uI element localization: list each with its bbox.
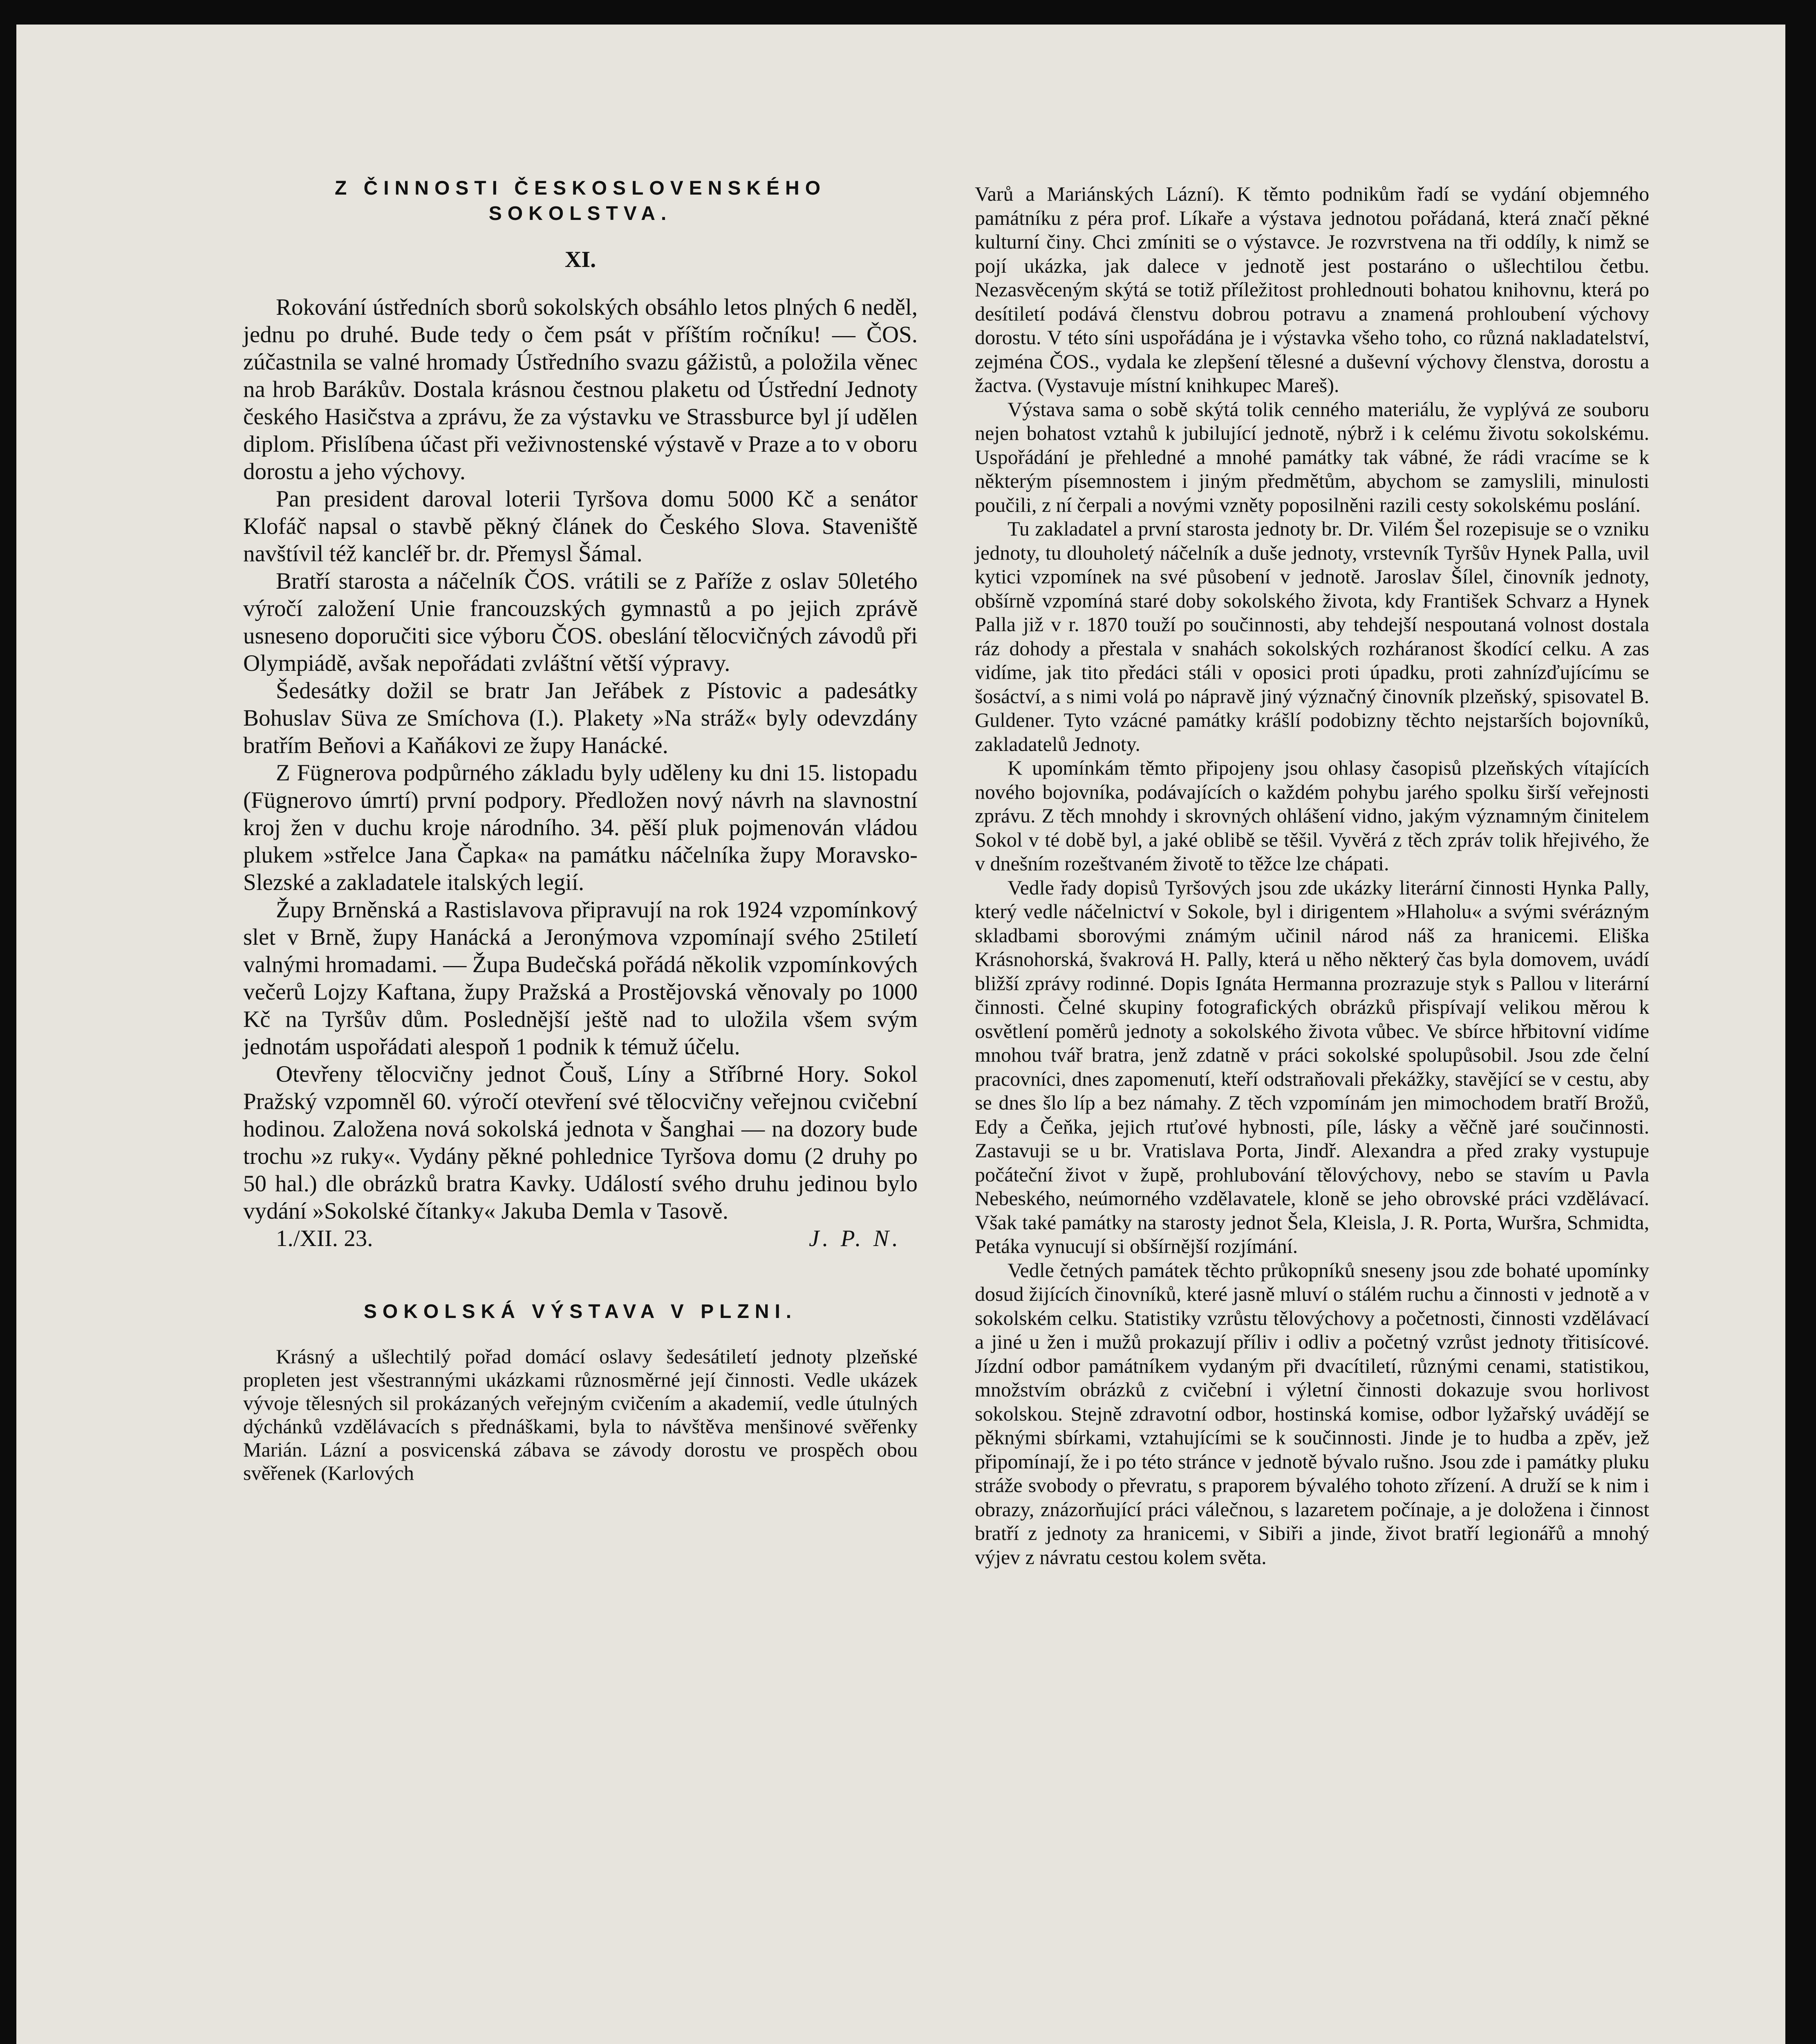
article2-title: SOKOLSKÁ VÝSTAVA V PLZNI. (363, 1301, 797, 1322)
article1-signature-row (243, 1225, 918, 1252)
scan-border-left (0, 0, 16, 2044)
left-column (243, 176, 918, 1485)
article1-paragraph: Otevřeny tělocvičny jednot Čouš, Líny a Stříbrné Hory. Sokol Pražský vzpomněl 60. výročí otevření své tělocvičny veřejnou cvičební hodinou. Založena nová sokolská jednota v Šanghai — na dozory bude trochu »z ruky«. Vydány pěkné pohlednice Tyršova domu (2 druhy po 50 hal.) dle obrázků bratra Kavky. Událostí svého druhu jedinou bylo vydání »Sokolské čítanky« Jakuba Demla v Tasově. (243, 1061, 918, 1224)
article1-paragraph: Rokování ústředních sborů sokolských obsáhlo letos plných 6 neděl, jednu po druhé. Bude tedy o čem psát v příštím ročníku! — ČOS. zúčastnila se valné hromady Ústředního svazu gážistů, a položila věnec na hrob Barákův. Dostala krásnou čestnou plaketu od Ústřední Jednoty českého Hasičstva a zprávu, že za výstavku ve Strassburce byl jí udělen diplom. Přislíbena účast při veživnostenské výstavě v Praze a to v oboru dorostu a jeho výchovy. (243, 294, 918, 484)
article2-paragraph: Vedle četných památek těchto průkopníků sneseny jsou zde bohaté upomínky dosud žijících činovníků, které jasně mluví o stálém ruchu a činnosti v jednotě a v sokolském celku. Statistiky vzrůstu tělovýchovy a početnosti, činnosti vzdělávací a jiné u žen i mužů prokazují příliv i odliv a početný vzrůst jednoty třitisícové. Jízdní odbor památníkem vydaným při dvacítiletí, různými cenami, statistikou, množstvím obrázků z cvičební i výletní činnosti dokazuje svou horlivost sokolskou. Stejně zdravotní odbor, hostinská komise, odbor lyžařský uvádějí se pěknými sbírkami, vztahujícími se k součinnosti. Jinde je to hudba a zpěv, jež připomínají, že i po této stránce v jednotě bývalo rušno. Jsou zde i památky pluku stráže svobody o převratu, s praporem bývalého tohoto zřízení. A druží se k nim i obrazy, znázorňující práci válečnou, s lazaretem počínaje, a je doložena i činnost bratří z jednoty za hranicemi, v Sibiři a jinde, život bratří legionářů a mnohý výjev z návratu cestou kolem světa. (975, 1258, 1649, 1569)
scan-border-top (0, 0, 1816, 25)
article1-paragraph: Šedesátky dožil se bratr Jan Jeřábek z Pístovic a padesátky Bohuslav Süva ze Smíchova (I.). Plakety »Na stráž« byly odevzdány bratřím Beňovi a Kaňákovi ze župy Hanácké. (243, 678, 918, 758)
article2-paragraph: Výstava sama o sobě skýtá tolik cenného materiálu, že vyplývá ze souboru nejen bohatost vztahů k jubilující jednotě, nýbrž i k celému životu sokolskému. Uspořádání je přehledné a mnohé památky tak vábné, že rádi vracíme se k některým písemnostem i jiným předmětům, abychom se zamyslili, minulosti poučili, z ní čerpali a novými vzněty poposilněni razili cesty sokolskému poslání. (975, 397, 1649, 516)
article2-paragraph: K upomínkám těmto připojeny jsou ohlasy časopisů plzeňských vítajících nového bojovníka, podávajících o každém pohybu jarého spolku širší veřejnosti zprávu. Z těch mnohdy i skrovných ohlášení vidno, jakým významným činitelem Sokol v té době byl, a jaké oblibě se těšil. Vyvěrá z těch zpráv tolik hřejivého, že v dnešním rozeštvaném životě to těžce lze chápati. (975, 756, 1649, 875)
right-column (975, 182, 1649, 1569)
article2-paragraph: Tu zakladatel a první starosta jednoty br. Dr. Vilém Šel rozepisuje se o vzniku jednoty, tu dlouholetý náčelník a duše jednoty, vrstevník Tyršův Hynek Palla, uvil kytici vzpomínek na své působení v jednotě. Jaroslav Šílel, činovník jednoty, obšírně vzpomíná staré doby sokolského života, kdy František Schvarz a Hynek Palla již v r. 1870 touží po součinnosti, aby tehdejší nespoutaná volnost dostala ráz dohody a přestala v snahách sokolských rozháranost škodící celku. A zas vidíme, jak tito předáci stáli v oposici proti úpadku, proti zahnízďujícímu se šosáctví, a s nimi volá po nápravě jiný význačný činovník plzeňský, spisovatel B. Guldener. Tyto vzácné památky krášlí podobizny těchto nejstarších bojovníků, zakladatelů Jednoty. (975, 517, 1649, 755)
article1-part-number: XI. (564, 247, 596, 272)
article1-title: Z ČINNOSTI ČESKOSLOVENSKÉHO SOKOLSTVA. (334, 177, 826, 224)
article1-paragraph: Pan president daroval loterii Tyršova domu 5000 Kč a senátor Klofáč napsal o stavbě pěkný článek do Českého Slova. Staveniště navštívil též kancléř br. dr. Přemysl Šámal. (243, 486, 918, 567)
article2-paragraph: Krásný a ušlechtilý pořad domácí oslavy šedesátiletí jednoty plzeňské propleten jest všestrannými ukázkami různosměrné její činnosti. Vedle ukázek vývoje tělesných sil prokázaných veřejným cvičením a akademií, vedle útulných dýchánků vzdělávacích s přednáškami, byla to návštěva menšinové svěřenky Marián. Lázní a posvicenská zábava se závody dorostu ve prospěch obou svěřenek (Karlových (243, 1345, 918, 1484)
article2-paragraph: Varů a Mariánských Lázní). K těmto podnikům řadí se vydání objemného památníku z péra prof. Líkaře a výstava jednotou pořádaná, která značí pěkné kulturní činy. Chci zmíniti se o výstavce. Je rozvrstvena na tři oddíly, k nimž se pojí ukázka, jak dalece v jednotě jest postaráno o ušlechtilou četbu. Nezasvěceným skýtá se totiž příležitost prohlednouti bohatou knihovnu, která po desítiletí podává členstvu dobrou potravu a znamená prohloubení výchovy dorostu. V této síni uspořádána je i výstavka všeho toho, co různá nakladatelství, zejména ČOS., vydala ke zlepšení tělesné a duševní výchovy členstva, dorostu a žactva. (Vystavuje místní knihkupec Mareš). (975, 182, 1649, 397)
article1-paragraph: Bratří starosta a náčelník ČOS. vrátili se z Paříže z oslav 50letého výročí založení Unie francouzských gymnastů a po jejich zprávě usneseno doporučiti sice výboru ČOS. obeslání tělocvičných závodů při Olympiádě, avšak nepořádati zvláštní větší výpravy. (243, 568, 918, 676)
article1-paragraph: Z Fügnerova podpůrného základu byly uděleny ku dni 15. listopadu (Fügnerovo úmrtí) první podpory. Předložen nový návrh na slavnostní kroj žen v duchu kroje národního. 34. pěší pluk pojmenován vládou plukem »střelce Jana Čapka« na památku náčelníka župy Moravsko-Slezské a zakladatele italských legií. (243, 760, 918, 895)
article1-signature: J. P. N. (808, 1226, 901, 1251)
article2-paragraph: Vedle řady dopisů Tyršových jsou zde ukázky literární činnosti Hynka Pally, který vedle náčelnictví v Sokole, byl i dirigentem »Hlaholu« a svými svérázným skladbami sborovými známým učinil národ náš za hranicemi. Eliška Krásnohorská, švakrová H. Pally, která u něho některý čas byla domovem, uvádí bližší zprávy rodinné. Dopis Ignáta Hermanna prozrazuje styk s Pallou v literární činnosti. Čelné skupiny fotografických obrázků přispívají velikou měrou k osvětlení poměrů jednoty a sokolského života vůbec. Ve sbírce hřbitovní vidíme mnohou tvář bratra, jenž zdatně v práci sokolské spolupůsobil. Jsou zde čelní pracovníci, dnes zapomenutí, kteří odstraňovali překážky, stavějící se v cestu, aby se dnes šlo líp a bez námahy. Z těch vzpomínám jen mimochodem bratří Brožů, Edy a Čeňka, jejich rtuťové hybnosti, píle, lásky a věčně jaré součinnosti. Zastavuji se u br. Vratislava Porta, Jindř. Alexandra a před zraky vystupuje počáteční život v župě, prohlubování tělovýchovy, nebo se stavím u Pavla Nebeského, neúmorného vzdělavatele, kloně se jeho obrovské práci vzdělávací. Však také památky na starosty jednot Šela, Kleisla, J. R. Porta, Wuršra, Schmidta, Petáka vynucují si obšírnější rozjímání. (975, 876, 1649, 1257)
article1-paragraph: Župy Brněnská a Rastislavova připravují na rok 1924 vzpomínkový slet v Brně, župy Hanácká a Jeronýmova vzpomínají svého 25tiletí valnými hromadami. — Župa Budečská pořádá několik vzpomínkových večerů Lojzy Kaftana, župy Pražská a Prostějovská věnovaly po 1000 Kč na Tyršův dům. Poslednější ještě nad to uložila všem svým jednotám uspořádati alespoň 1 podnik k témuž účelu. (243, 897, 918, 1060)
scan-border-right (1785, 0, 1816, 2044)
article1-date: 1./XII. 23. (276, 1226, 373, 1251)
